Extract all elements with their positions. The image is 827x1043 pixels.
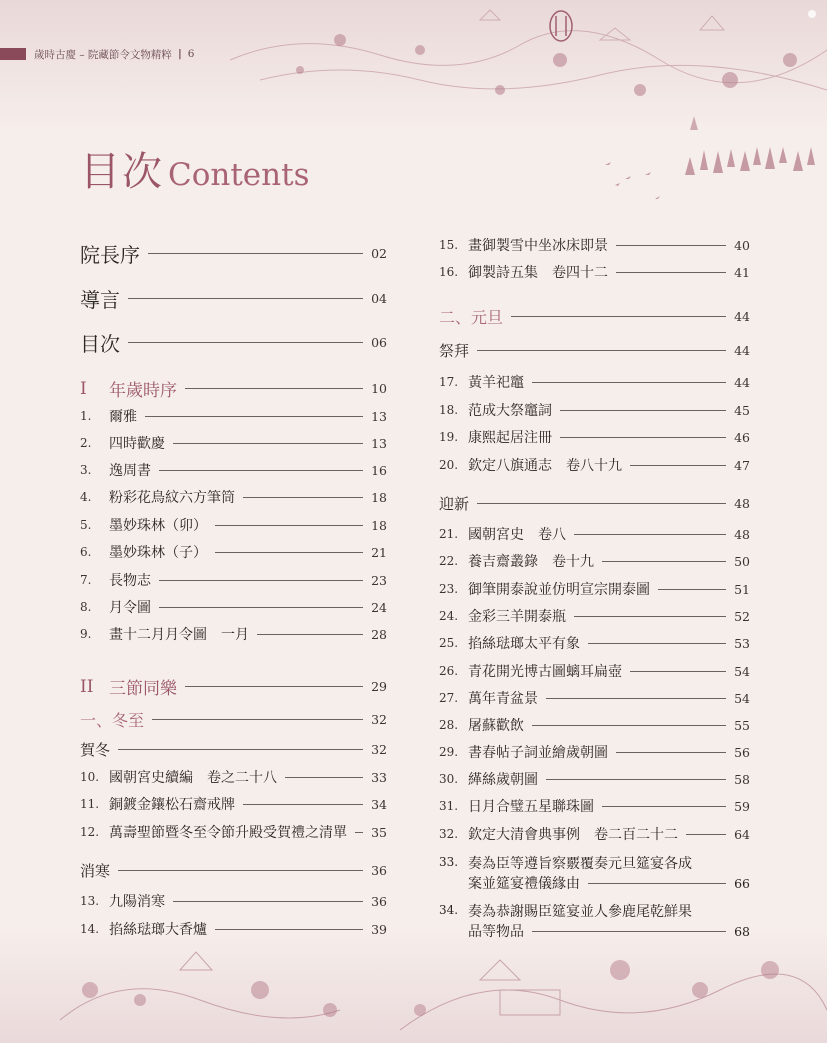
entry-page-number: 44 [734,374,750,390]
entry-title: 國朝宮史 卷八 [468,527,566,543]
entry-number: 30. [439,772,459,786]
leader-line [173,901,363,902]
entry-page-number: 48 [734,496,750,511]
entry-number: 20. [439,458,459,472]
entry-title: 墨妙珠林（子） [109,545,207,561]
leader-line [616,752,726,753]
entry-page-number: 52 [734,608,750,624]
toc-entry-item[interactable] [439,524,750,544]
leader-line [616,272,726,273]
entry-page-number: 13 [371,435,387,451]
entry-number: 4. [80,490,92,504]
header-color-bar [0,48,26,60]
entry-page-number: 18 [371,489,387,505]
toc-entry-item[interactable] [80,891,387,911]
toc-entry-item[interactable] [80,433,387,453]
entry-title: 日月合璧五星聯珠圖 [468,799,594,815]
entry-page-number: 68 [734,923,750,939]
leader-line [560,437,726,438]
toc-entry-item[interactable] [80,406,387,426]
title-english: Contents [168,157,310,193]
entry-title: 月令圖 [109,600,151,616]
entry-page-number: 29 [371,679,387,694]
leader-line [159,580,363,581]
entry-page-number: 32 [371,742,387,757]
leader-line [560,410,726,411]
entry-number: 1. [80,409,92,423]
leader-line [185,686,363,687]
page-title [80,140,309,197]
toc-entry-item[interactable] [439,606,750,626]
leader-line [588,643,726,644]
leader-line [630,465,726,466]
entry-number: 10. [80,770,100,784]
toc-entry-cat[interactable] [80,860,387,881]
toc-entry-item[interactable] [439,633,750,653]
entry-title: 二、元旦 [439,308,504,327]
toc-entry-item[interactable] [80,542,387,562]
entry-title: 導言 [80,288,120,312]
entry-page-number: 04 [371,291,387,306]
entry-page-number: 50 [734,553,750,569]
toc-entry-item[interactable] [439,262,750,282]
leader-line [511,316,726,317]
entry-page-number: 54 [734,663,750,679]
running-header [0,46,194,62]
entry-number: 14. [80,922,100,936]
toc-entry-item[interactable] [80,794,387,814]
entry-title-line1: 奏為臣等遵旨察覈覆奏元旦筵宴各成 [468,856,692,872]
entry-page-number: 02 [371,246,387,261]
entry-number: 8. [80,600,92,614]
leader-line [477,350,726,351]
toc-entry-item[interactable] [80,487,387,507]
entry-title: 目次 [80,332,120,356]
entry-title: 逸周書 [109,463,151,479]
bottom-landscape-decoration [0,930,827,1043]
toc-entry-big[interactable] [80,239,387,268]
entry-number: 3. [80,463,92,477]
entry-page-number: 58 [734,771,750,787]
entry-number: 7. [80,573,92,587]
entry-number: 29. [439,745,459,759]
entry-page-number: 39 [371,921,387,937]
entry-title: 養吉齋叢錄 卷十九 [468,554,594,570]
toc-entry-item[interactable] [439,661,750,681]
entry-number: 32. [439,827,459,841]
leader-line [574,616,726,617]
entry-title-row2 [468,921,750,941]
entry-page-number: 53 [734,635,750,651]
leader-line [532,382,726,383]
entry-number: 25. [439,636,459,650]
leader-line [215,929,363,930]
toc-entry-sec[interactable] [80,376,387,401]
header-title: 歲時古慶 – 院藏節令文物精粹 [34,48,172,61]
entry-title: 欽定八旗通志 卷八十九 [468,458,622,474]
entry-title: 掐絲琺瑯大香爐 [109,922,207,938]
entry-page-number: 48 [734,526,750,542]
toc-entry-multiline[interactable] [439,903,750,943]
entry-number: 21. [439,527,459,541]
entry-page-number: 23 [371,572,387,588]
entry-number: 26. [439,664,459,678]
entry-title-row2 [468,873,750,893]
header-page-number: 6 [187,48,195,60]
entry-title: 長物志 [109,573,151,589]
leader-line [118,749,363,750]
toc-entry-item[interactable] [439,769,750,789]
entry-title: 四時歡慶 [109,436,165,452]
entry-title: 墨妙珠林（卯） [109,518,207,534]
entry-page-number: 44 [734,309,750,324]
entry-title: 金彩三羊開泰瓶 [468,609,566,625]
leader-line [532,725,726,726]
entry-title: 畫御製雪中坐冰床即景 [468,238,608,254]
entry-page-number: 45 [734,402,750,418]
entry-page-number: 66 [734,875,750,891]
leader-line [532,931,726,932]
leader-line [185,388,363,389]
entry-title: 祭拜 [439,342,470,360]
toc-entry-big[interactable] [80,328,387,357]
toc-entry-multiline[interactable] [439,855,750,895]
toc-entry-item[interactable] [439,400,750,420]
entry-title: 迎新 [439,495,470,513]
leader-line [477,503,726,504]
toc-entry-item[interactable] [439,372,750,392]
leader-line [173,443,363,444]
leader-line [546,698,726,699]
title-chinese: 目次 [80,149,164,195]
entry-title: 康熙起居注冊 [468,430,552,446]
entry-page-number: 55 [734,717,750,733]
entry-page-number: 16 [371,462,387,478]
entry-page-number: 13 [371,408,387,424]
entry-number: 11. [80,797,100,811]
leader-line [602,561,726,562]
leader-line [159,607,363,608]
leader-line [118,870,363,871]
toc-entry-item[interactable] [439,715,750,735]
toc-entry-item[interactable] [439,551,750,571]
entry-number: 24. [439,609,459,623]
leader-line [159,470,363,471]
entry-title: 范成大祭竈詞 [468,403,552,419]
entry-title: 賀冬 [80,741,111,759]
toc-entry-item[interactable] [80,460,387,480]
toc-entry-item[interactable] [439,579,750,599]
entry-number: 6. [80,545,92,559]
entry-page-number: 32 [371,712,387,727]
toc-entry-sub[interactable] [439,305,750,328]
leader-line [546,779,726,780]
entry-page-number: 47 [734,457,750,473]
entry-page-number: 28 [371,626,387,642]
entry-page-number: 64 [734,826,750,842]
leader-line [257,634,363,635]
entry-number: II [80,676,94,697]
leader-line [145,416,363,417]
toc-entry-item[interactable] [80,822,387,842]
leader-line [355,832,363,833]
leader-line [658,589,726,590]
entry-number: 19. [439,430,459,444]
entry-page-number: 24 [371,599,387,615]
toc-entry-cat[interactable] [439,340,750,361]
entry-title: 青花開光博古圖螭耳扁壺 [468,664,622,680]
entry-number: 23. [439,582,459,596]
entry-title-line1: 奏為恭謝賜臣筵宴並人參鹿尾乾鮮果 [468,904,692,920]
tree-decoration [595,135,827,215]
toc-entry-item[interactable] [80,767,387,787]
entry-title: 三節同樂 [109,679,177,699]
leader-line [128,298,363,299]
entry-page-number: 36 [371,893,387,909]
toc-entry-item[interactable] [80,624,387,644]
header-separator: | [177,48,182,60]
leader-line [616,245,726,246]
toc-entry-item[interactable] [80,919,387,939]
entry-title: 粉彩花鳥紋六方筆筒 [109,490,235,506]
entry-number: 12. [80,825,100,839]
toc-entry-item[interactable] [439,455,750,475]
toc-entry-item[interactable] [439,235,750,255]
entry-number: 5. [80,518,92,532]
entry-number: 31. [439,799,459,813]
entry-title: 九陽消寒 [109,894,165,910]
leader-line [588,883,726,884]
leader-line [574,534,726,535]
leader-line [630,671,726,672]
entry-number: 33. [439,855,459,869]
leader-line [285,777,363,778]
entry-number: 13. [80,894,100,908]
entry-page-number: 40 [734,237,750,253]
leader-line [152,719,363,720]
entry-title: 爾雅 [109,409,137,425]
entry-title: 欽定大清會典事例 卷二百二十二 [468,827,678,843]
entry-title: 消寒 [80,862,111,880]
entry-page-number: 46 [734,429,750,445]
entry-page-number: 36 [371,863,387,878]
entry-title: 書春帖子詞並繪歲朝圖 [468,745,608,761]
entry-page-number: 54 [734,690,750,706]
top-landscape-decoration [0,0,827,130]
entry-page-number: 33 [371,769,387,785]
toc-entry-item[interactable] [439,796,750,816]
toc-entry-item[interactable] [80,515,387,535]
entry-page-number: 56 [734,744,750,760]
entry-page-number: 21 [371,544,387,560]
toc-entry-sub[interactable] [80,708,387,731]
entry-number: 17. [439,375,459,389]
entry-number: 34. [439,903,459,917]
toc-entry-cat[interactable] [80,739,387,760]
entry-title: 掐絲琺瑯太平有象 [468,636,580,652]
leader-line [148,253,363,254]
entry-page-number: 51 [734,581,750,597]
leader-line [686,834,726,835]
entry-page-number: 06 [371,335,387,350]
entry-number: I [80,378,87,399]
entry-title-line2: 品等物品 [468,924,524,940]
entry-title: 御製詩五集 卷四十二 [468,265,608,281]
toc-entry-sec[interactable] [80,674,387,699]
entry-title: 萬年青盆景 [468,691,538,707]
entry-title: 御筆開泰說並仿明宣宗開泰圖 [468,582,650,598]
leader-line [243,804,363,805]
entry-page-number: 59 [734,798,750,814]
entry-title: 黃羊祀竈 [468,375,524,391]
entry-title: 緙絲歲朝圖 [468,772,538,788]
toc-entry-item[interactable] [439,824,750,844]
toc-entry-item[interactable] [80,570,387,590]
entry-title: 銅鍍金鑲松石齋戒牌 [109,797,235,813]
entry-number: 2. [80,436,92,450]
toc-entry-big[interactable] [80,284,387,313]
toc-entry-item[interactable] [439,427,750,447]
toc-entry-item[interactable] [439,688,750,708]
entry-number: 22. [439,554,459,568]
entry-page-number: 41 [734,264,750,280]
entry-number: 15. [439,238,459,252]
leader-line [602,806,726,807]
entry-number: 18. [439,403,459,417]
leader-line [215,525,363,526]
leader-line [243,497,363,498]
leader-line [215,552,363,553]
entry-title: 萬壽聖節暨冬至令節升殿受賀禮之清單 [109,825,347,841]
entry-number: 16. [439,265,459,279]
entry-page-number: 35 [371,824,387,840]
entry-title: 年歲時序 [109,381,177,401]
entry-page-number: 18 [371,517,387,533]
entry-page-number: 34 [371,796,387,812]
toc-entry-item[interactable] [439,742,750,762]
toc-entry-item[interactable] [80,597,387,617]
entry-number: 27. [439,691,459,705]
entry-title-line2: 案並筵宴禮儀緣由 [468,876,580,892]
entry-title: 院長序 [80,243,140,267]
leader-line [128,342,363,343]
entry-title: 一、冬至 [80,711,145,730]
entry-number: 28. [439,718,459,732]
entry-title: 國朝宮史續編 卷之二十八 [109,770,277,786]
entry-title: 屠蘇歡飲 [468,718,524,734]
toc-entry-cat[interactable] [439,493,750,514]
entry-title: 畫十二月月令圖 一月 [109,627,249,643]
entry-page-number: 10 [371,381,387,396]
entry-number: 9. [80,627,92,641]
entry-page-number: 44 [734,343,750,358]
